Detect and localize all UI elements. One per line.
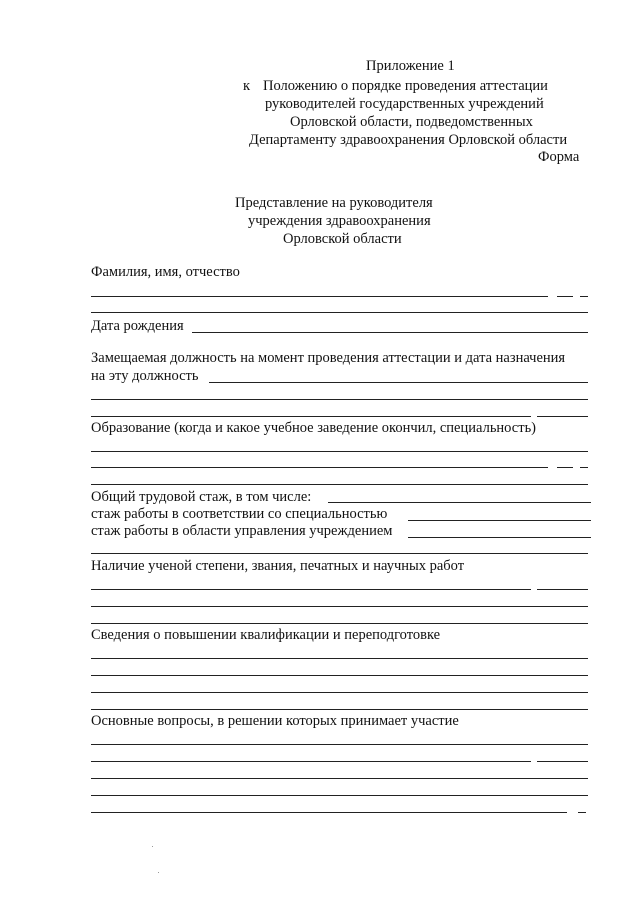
qualification-line-2[interactable] [91, 675, 588, 676]
birth-date-label: Дата рождения [91, 318, 184, 334]
appendix-region-line: Орловской области, подведомственных [290, 114, 533, 130]
position-line-1[interactable] [209, 382, 588, 383]
education-line-2-tail [557, 467, 573, 468]
qualification-line-1[interactable] [91, 658, 588, 659]
main-issues-line-5[interactable] [91, 812, 567, 813]
main-issues-line-2[interactable] [91, 761, 531, 762]
full-name-line-1-tail2 [580, 296, 588, 297]
birth-date-line[interactable] [192, 332, 588, 333]
title-line-1: Представление на руководителя [235, 195, 433, 211]
education-line-3[interactable] [91, 484, 588, 485]
total-experience-line[interactable] [328, 502, 591, 503]
position-line-3-tail [537, 416, 588, 417]
experience-extra-line[interactable] [91, 553, 588, 554]
management-experience-line[interactable] [408, 537, 591, 538]
position-line-3[interactable] [91, 416, 531, 417]
education-line-2-tail2 [580, 467, 588, 468]
main-issues-line-1[interactable] [91, 744, 588, 745]
main-issues-line-5-tail [578, 812, 586, 813]
qualification-label: Сведения о повышении квалификации и переподготовке [91, 627, 441, 643]
total-experience-label: Общий трудовой стаж, в том числе: [91, 489, 312, 505]
title-line-3: Орловской области [283, 231, 402, 247]
appendix-prefix: к [243, 78, 251, 94]
position-line-2[interactable] [91, 399, 588, 400]
qualification-line-4[interactable] [91, 709, 588, 710]
degrees-line-1-tail [537, 589, 588, 590]
full-name-line-1-tail [557, 296, 573, 297]
degrees-line-2[interactable] [91, 606, 588, 607]
specialty-experience-line[interactable] [408, 520, 591, 521]
degrees-label: Наличие ученой степени, звания, печатных и научных работ [91, 558, 465, 574]
scan-speck [158, 872, 159, 873]
qualification-line-3[interactable] [91, 692, 588, 693]
scan-speck [152, 846, 153, 847]
appendix-number: Приложение 1 [366, 58, 455, 74]
management-experience-label: стаж работы в области управления учреждением [91, 523, 393, 539]
full-name-label: Фамилия, имя, отчество [91, 264, 240, 280]
main-issues-line-4[interactable] [91, 795, 588, 796]
full-name-line-2[interactable] [91, 312, 588, 313]
education-line-1[interactable] [91, 451, 588, 452]
education-line-2[interactable] [91, 467, 548, 468]
main-issues-line-3[interactable] [91, 778, 588, 779]
main-issues-label: Основные вопросы, в решении которых принимает участие [91, 713, 459, 729]
form-label: Форма [538, 149, 580, 165]
appendix-heads-line: руководителей государственных учреждений [265, 96, 544, 112]
degrees-line-3[interactable] [91, 623, 588, 624]
degrees-line-1[interactable] [91, 589, 531, 590]
education-label: Образование (когда и какое учебное заведение окончил, специальность) [91, 420, 537, 436]
full-name-line-1[interactable] [91, 296, 548, 297]
appendix-regulation-line: Положению о порядке проведения аттестации [263, 78, 548, 94]
title-line-2: учреждения здравоохранения [248, 213, 431, 229]
position-label-1: Замещаемая должность на момент проведения аттестации и дата назначения [91, 350, 566, 366]
appendix-department-line: Департаменту здравоохранения Орловской области [249, 132, 568, 148]
main-issues-line-2-tail [537, 761, 588, 762]
specialty-experience-label: стаж работы в соответствии со специальностью [91, 506, 388, 522]
position-label-2: на эту должность [91, 368, 199, 384]
